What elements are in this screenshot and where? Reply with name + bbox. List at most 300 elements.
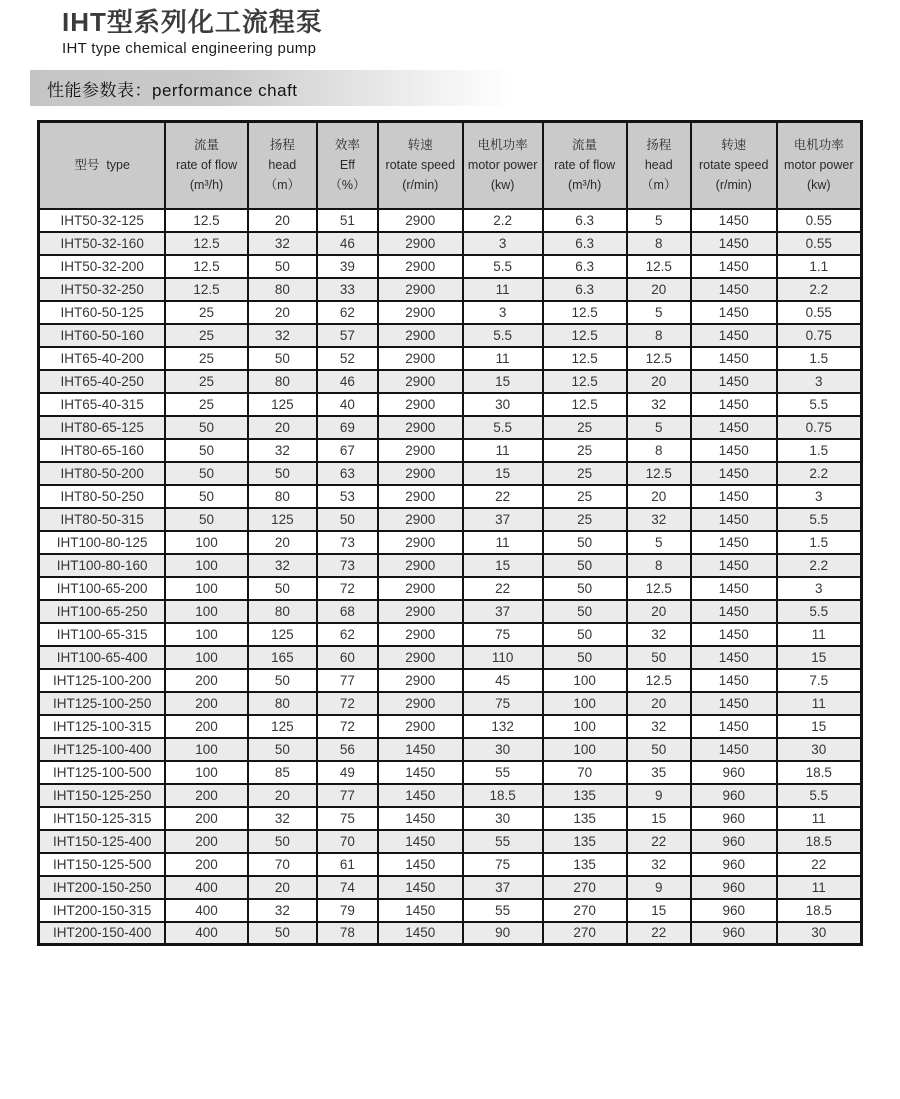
table-cell: 100 [165, 554, 247, 577]
table-cell: 2900 [378, 370, 463, 393]
table-cell: 1450 [378, 784, 463, 807]
table-cell: 69 [317, 416, 378, 439]
table-cell: 135 [543, 853, 627, 876]
table-cell: 90 [463, 922, 543, 945]
table-cell: 1.1 [777, 255, 862, 278]
table-cell: 2900 [378, 393, 463, 416]
table-cell: 12.5 [627, 669, 691, 692]
table-cell: 25 [543, 485, 627, 508]
table-cell: 2900 [378, 531, 463, 554]
column-header-0 [39, 122, 166, 209]
table-cell: 73 [317, 531, 378, 554]
table-cell: 70 [317, 830, 378, 853]
column-header-line: 型号 type [74, 158, 130, 173]
table-cell: 1450 [378, 853, 463, 876]
table-cell: 100 [165, 531, 247, 554]
table-cell: 270 [543, 922, 627, 945]
column-header-line: 扬程 [269, 138, 295, 153]
table-cell: 1.5 [777, 439, 862, 462]
table-cell: 400 [165, 922, 247, 945]
table-cell: 72 [317, 715, 378, 738]
table-cell: 0.55 [777, 209, 862, 232]
table-cell: 2900 [378, 278, 463, 301]
table-cell: 1450 [691, 738, 777, 761]
table-cell: 50 [165, 462, 247, 485]
table-cell: 15 [463, 462, 543, 485]
table-cell: 5.5 [777, 393, 862, 416]
table-cell: 37 [463, 508, 543, 531]
table-cell: 50 [165, 485, 247, 508]
table-cell: 2900 [378, 508, 463, 531]
table-cell: 200 [165, 853, 247, 876]
table-cell: 1450 [378, 738, 463, 761]
table-cell: 75 [317, 807, 378, 830]
table-cell: 12.5 [627, 462, 691, 485]
table-cell: 1450 [691, 715, 777, 738]
table-row [39, 600, 862, 623]
table-cell: 32 [248, 899, 317, 922]
table-cell: 5.5 [463, 416, 543, 439]
table-cell: 5.5 [777, 600, 862, 623]
table-cell: 50 [543, 646, 627, 669]
table-cell: 110 [463, 646, 543, 669]
table-cell: 2.2 [463, 209, 543, 232]
column-header-line: rate of flow [175, 158, 238, 173]
model-cell: IHT65-40-250 [39, 370, 166, 393]
table-cell: 11 [463, 439, 543, 462]
table-cell: 9 [627, 784, 691, 807]
column-header-line: 效率 [334, 138, 360, 153]
model-cell: IHT200-150-400 [39, 922, 166, 945]
table-cell: 100 [165, 577, 247, 600]
table-cell: 30 [463, 807, 543, 830]
table-cell: 2900 [378, 209, 463, 232]
table-cell: 18.5 [463, 784, 543, 807]
model-cell: IHT200-150-250 [39, 876, 166, 899]
column-header-2 [248, 122, 317, 209]
page-title: IHT型系列化工流程泵 [62, 7, 323, 37]
table-cell: 12.5 [543, 393, 627, 416]
model-cell: IHT65-40-200 [39, 347, 166, 370]
table-cell: 50 [627, 738, 691, 761]
table-cell: 2900 [378, 600, 463, 623]
table-cell: 960 [691, 899, 777, 922]
table-cell: 12.5 [543, 347, 627, 370]
table-cell: 1450 [691, 462, 777, 485]
table-cell: 100 [543, 738, 627, 761]
table-cell: 67 [317, 439, 378, 462]
table-cell: 2900 [378, 416, 463, 439]
table-cell: 50 [248, 347, 317, 370]
table-row [39, 761, 862, 784]
table-cell: 70 [248, 853, 317, 876]
table-cell: 12.5 [165, 278, 247, 301]
table-cell: 100 [543, 692, 627, 715]
table-cell: 2.2 [777, 278, 862, 301]
table-cell: 1450 [691, 209, 777, 232]
table-cell: 20 [248, 784, 317, 807]
table-cell: 125 [248, 508, 317, 531]
table-row [39, 393, 862, 416]
table-cell: 22 [777, 853, 862, 876]
table-cell: 15 [627, 807, 691, 830]
table-row [39, 255, 862, 278]
table-cell: 5 [627, 301, 691, 324]
table-cell: 2900 [378, 347, 463, 370]
table-cell: 2.2 [777, 462, 862, 485]
column-header-line: (m³/h) [567, 178, 602, 193]
table-cell: 74 [317, 876, 378, 899]
page-subtitle: IHT type chemical engineering pump [62, 40, 317, 58]
table-cell: 3 [463, 232, 543, 255]
table-cell: 63 [317, 462, 378, 485]
table-cell: 25 [165, 370, 247, 393]
column-header-line: (m³/h) [189, 178, 224, 193]
table-cell: 0.75 [777, 324, 862, 347]
table-cell: 1450 [378, 830, 463, 853]
table-cell: 25 [165, 324, 247, 347]
table-cell: 20 [627, 485, 691, 508]
table-row [39, 577, 862, 600]
model-cell: IHT65-40-315 [39, 393, 166, 416]
model-cell: IHT125-100-500 [39, 761, 166, 784]
table-cell: 50 [165, 508, 247, 531]
table-cell: 15 [463, 370, 543, 393]
table-cell: 32 [627, 715, 691, 738]
table-cell: 50 [543, 531, 627, 554]
column-header-line: 流量 [572, 138, 598, 153]
section-bar-label: 性能参数表：performance chaft [47, 80, 298, 100]
table-cell: 125 [248, 623, 317, 646]
table-cell: 61 [317, 853, 378, 876]
table-cell: 8 [627, 324, 691, 347]
column-header-line: （%） [329, 178, 366, 193]
table-cell: 1450 [691, 669, 777, 692]
table-cell: 45 [463, 669, 543, 692]
column-header-8 [691, 122, 777, 209]
table-cell: 25 [543, 508, 627, 531]
table-cell: 1450 [691, 623, 777, 646]
table-cell: 50 [627, 646, 691, 669]
table-cell: 5 [627, 416, 691, 439]
table-cell: 49 [317, 761, 378, 784]
table-cell: 2900 [378, 324, 463, 347]
table-cell: 125 [248, 715, 317, 738]
table-cell: 55 [463, 761, 543, 784]
table-cell: 0.55 [777, 301, 862, 324]
column-header-9 [777, 122, 862, 209]
table-cell: 132 [463, 715, 543, 738]
table-cell: 12.5 [543, 301, 627, 324]
table-cell: 0.55 [777, 232, 862, 255]
table-cell: 50 [248, 462, 317, 485]
table-cell: 22 [627, 830, 691, 853]
table-cell: 11 [777, 807, 862, 830]
table-cell: 1450 [691, 255, 777, 278]
table-cell: 20 [627, 600, 691, 623]
table-row [39, 899, 862, 922]
table-cell: 15 [777, 646, 862, 669]
table-row [39, 209, 862, 232]
table-cell: 960 [691, 922, 777, 945]
table-cell: 72 [317, 692, 378, 715]
table-cell: 100 [165, 646, 247, 669]
table-cell: 18.5 [777, 761, 862, 784]
table-cell: 100 [165, 623, 247, 646]
table-row [39, 738, 862, 761]
table-cell: 2900 [378, 623, 463, 646]
table-cell: 62 [317, 623, 378, 646]
table-cell: 46 [317, 232, 378, 255]
table-cell: 32 [248, 554, 317, 577]
table-cell: 12.5 [165, 209, 247, 232]
table-cell: 11 [777, 876, 862, 899]
table-cell: 9 [627, 876, 691, 899]
table-cell: 100 [543, 715, 627, 738]
table-cell: 25 [165, 347, 247, 370]
model-cell: IHT80-50-250 [39, 485, 166, 508]
table-cell: 6.3 [543, 278, 627, 301]
table-cell: 1450 [691, 485, 777, 508]
model-cell: IHT60-50-125 [39, 301, 166, 324]
table-cell: 68 [317, 600, 378, 623]
table-cell: 25 [165, 301, 247, 324]
table-row [39, 692, 862, 715]
table-cell: 75 [463, 692, 543, 715]
model-cell: IHT100-80-125 [39, 531, 166, 554]
table-cell: 3 [777, 577, 862, 600]
table-cell: 50 [543, 577, 627, 600]
model-cell: IHT125-100-200 [39, 669, 166, 692]
model-cell: IHT150-125-315 [39, 807, 166, 830]
table-cell: 30 [463, 393, 543, 416]
table-cell: 135 [543, 784, 627, 807]
model-cell: IHT100-65-200 [39, 577, 166, 600]
table-row [39, 669, 862, 692]
table-cell: 2.2 [777, 554, 862, 577]
table-cell: 50 [317, 508, 378, 531]
table-cell: 11 [777, 692, 862, 715]
column-header-7 [627, 122, 691, 209]
table-cell: 0.75 [777, 416, 862, 439]
table-cell: 12.5 [627, 255, 691, 278]
table-cell: 200 [165, 715, 247, 738]
model-cell: IHT200-150-315 [39, 899, 166, 922]
model-cell: IHT125-100-400 [39, 738, 166, 761]
table-cell: 2900 [378, 301, 463, 324]
table-row [39, 807, 862, 830]
column-header-line: Eff [339, 158, 355, 173]
table-cell: 85 [248, 761, 317, 784]
column-header-line: head [644, 158, 673, 173]
table-cell: 32 [627, 853, 691, 876]
table-cell: 8 [627, 439, 691, 462]
table-cell: 80 [248, 370, 317, 393]
table-cell: 3 [463, 301, 543, 324]
table-cell: 2900 [378, 577, 463, 600]
table-cell: 5.5 [463, 324, 543, 347]
column-header-line: 电机功率 [793, 138, 844, 153]
table-cell: 2900 [378, 439, 463, 462]
table-cell: 15 [627, 899, 691, 922]
table-cell: 32 [627, 508, 691, 531]
table-cell: 60 [317, 646, 378, 669]
table-cell: 11 [777, 623, 862, 646]
model-cell: IHT50-32-160 [39, 232, 166, 255]
table-row [39, 324, 862, 347]
model-cell: IHT150-125-250 [39, 784, 166, 807]
table-cell: 50 [543, 623, 627, 646]
table-cell: 25 [543, 416, 627, 439]
table-cell: 400 [165, 876, 247, 899]
column-header-line: rate of flow [554, 158, 616, 173]
column-header-line: 扬程 [646, 138, 672, 153]
table-header-row [39, 122, 862, 209]
table-cell: 55 [463, 830, 543, 853]
table-cell: 100 [543, 669, 627, 692]
table-cell: 32 [248, 324, 317, 347]
table-cell: 1450 [691, 692, 777, 715]
column-header-line: head [268, 158, 297, 173]
table-cell: 1450 [691, 600, 777, 623]
table-cell: 12.5 [165, 232, 247, 255]
table-cell: 33 [317, 278, 378, 301]
table-cell: 100 [165, 761, 247, 784]
table-row [39, 508, 862, 531]
table-cell: 3 [777, 485, 862, 508]
table-cell: 1450 [691, 416, 777, 439]
table-cell: 77 [317, 784, 378, 807]
table-cell: 11 [463, 531, 543, 554]
table-row [39, 876, 862, 899]
table-cell: 2900 [378, 485, 463, 508]
table-cell: 32 [248, 439, 317, 462]
table-cell: 25 [543, 462, 627, 485]
model-cell: IHT150-125-500 [39, 853, 166, 876]
table-cell: 7.5 [777, 669, 862, 692]
table-row [39, 278, 862, 301]
column-header-line: motor power [784, 158, 854, 173]
table-cell: 32 [627, 393, 691, 416]
table-cell: 200 [165, 784, 247, 807]
model-cell: IHT80-65-160 [39, 439, 166, 462]
table-cell: 30 [777, 922, 862, 945]
table-cell: 100 [165, 738, 247, 761]
column-header-line: rotate speed [698, 158, 769, 173]
table-cell: 11 [463, 347, 543, 370]
model-cell: IHT50-32-125 [39, 209, 166, 232]
column-header-line: 流量 [194, 138, 220, 153]
table-cell: 32 [248, 807, 317, 830]
column-header-line: 转速 [407, 138, 433, 153]
model-cell: IHT80-50-200 [39, 462, 166, 485]
table-cell: 1450 [691, 393, 777, 416]
table-cell: 960 [691, 853, 777, 876]
column-header-line: (r/min) [402, 178, 439, 193]
table-cell: 12.5 [165, 255, 247, 278]
table-cell: 12.5 [627, 577, 691, 600]
column-header-line: （m） [264, 178, 301, 193]
table-cell: 20 [248, 531, 317, 554]
table-row [39, 416, 862, 439]
table-cell: 400 [165, 899, 247, 922]
table-cell: 20 [627, 278, 691, 301]
table-cell: 77 [317, 669, 378, 692]
table-cell: 56 [317, 738, 378, 761]
table-cell: 2900 [378, 255, 463, 278]
table-cell: 1.5 [777, 531, 862, 554]
table-cell: 8 [627, 232, 691, 255]
table-cell: 20 [627, 370, 691, 393]
model-cell: IHT80-65-125 [39, 416, 166, 439]
column-header-line: (kw) [490, 178, 515, 193]
table-cell: 12.5 [627, 347, 691, 370]
table-row [39, 439, 862, 462]
table-cell: 50 [165, 439, 247, 462]
table-cell: 22 [463, 577, 543, 600]
title-block [0, 0, 900, 57]
table-cell: 960 [691, 830, 777, 853]
table-cell: 165 [248, 646, 317, 669]
table-cell: 32 [248, 232, 317, 255]
table-cell: 20 [248, 301, 317, 324]
table-cell: 270 [543, 876, 627, 899]
table-cell: 1450 [378, 876, 463, 899]
table-cell: 2900 [378, 715, 463, 738]
table-cell: 75 [463, 853, 543, 876]
model-cell: IHT100-65-315 [39, 623, 166, 646]
table-cell: 5.5 [777, 784, 862, 807]
table-cell: 80 [248, 600, 317, 623]
model-cell: IHT100-65-400 [39, 646, 166, 669]
model-cell: IHT100-65-250 [39, 600, 166, 623]
model-cell: IHT125-100-250 [39, 692, 166, 715]
table-row [39, 301, 862, 324]
table-cell: 1450 [691, 347, 777, 370]
table-cell: 57 [317, 324, 378, 347]
table-row [39, 623, 862, 646]
table-cell: 80 [248, 692, 317, 715]
table-row [39, 347, 862, 370]
table-cell: 50 [248, 922, 317, 945]
table-cell: 2900 [378, 646, 463, 669]
table-cell: 62 [317, 301, 378, 324]
table-cell: 50 [248, 577, 317, 600]
column-header-line: （m） [641, 178, 677, 193]
table-cell: 200 [165, 669, 247, 692]
table-cell: 32 [627, 623, 691, 646]
table-cell: 37 [463, 600, 543, 623]
table-row [39, 232, 862, 255]
table-cell: 50 [248, 669, 317, 692]
table-cell: 12.5 [543, 324, 627, 347]
table-cell: 960 [691, 784, 777, 807]
column-header-line: rotate speed [385, 158, 456, 173]
table-row [39, 370, 862, 393]
table-cell: 1450 [378, 922, 463, 945]
table-cell: 20 [248, 876, 317, 899]
table-cell: 18.5 [777, 830, 862, 853]
table-cell: 2900 [378, 462, 463, 485]
table-cell: 1450 [378, 761, 463, 784]
model-cell: IHT50-32-250 [39, 278, 166, 301]
table-cell: 22 [463, 485, 543, 508]
table-cell: 75 [463, 623, 543, 646]
table-cell: 3 [777, 370, 862, 393]
table-row [39, 554, 862, 577]
table-cell: 1450 [691, 646, 777, 669]
table-cell: 50 [248, 738, 317, 761]
